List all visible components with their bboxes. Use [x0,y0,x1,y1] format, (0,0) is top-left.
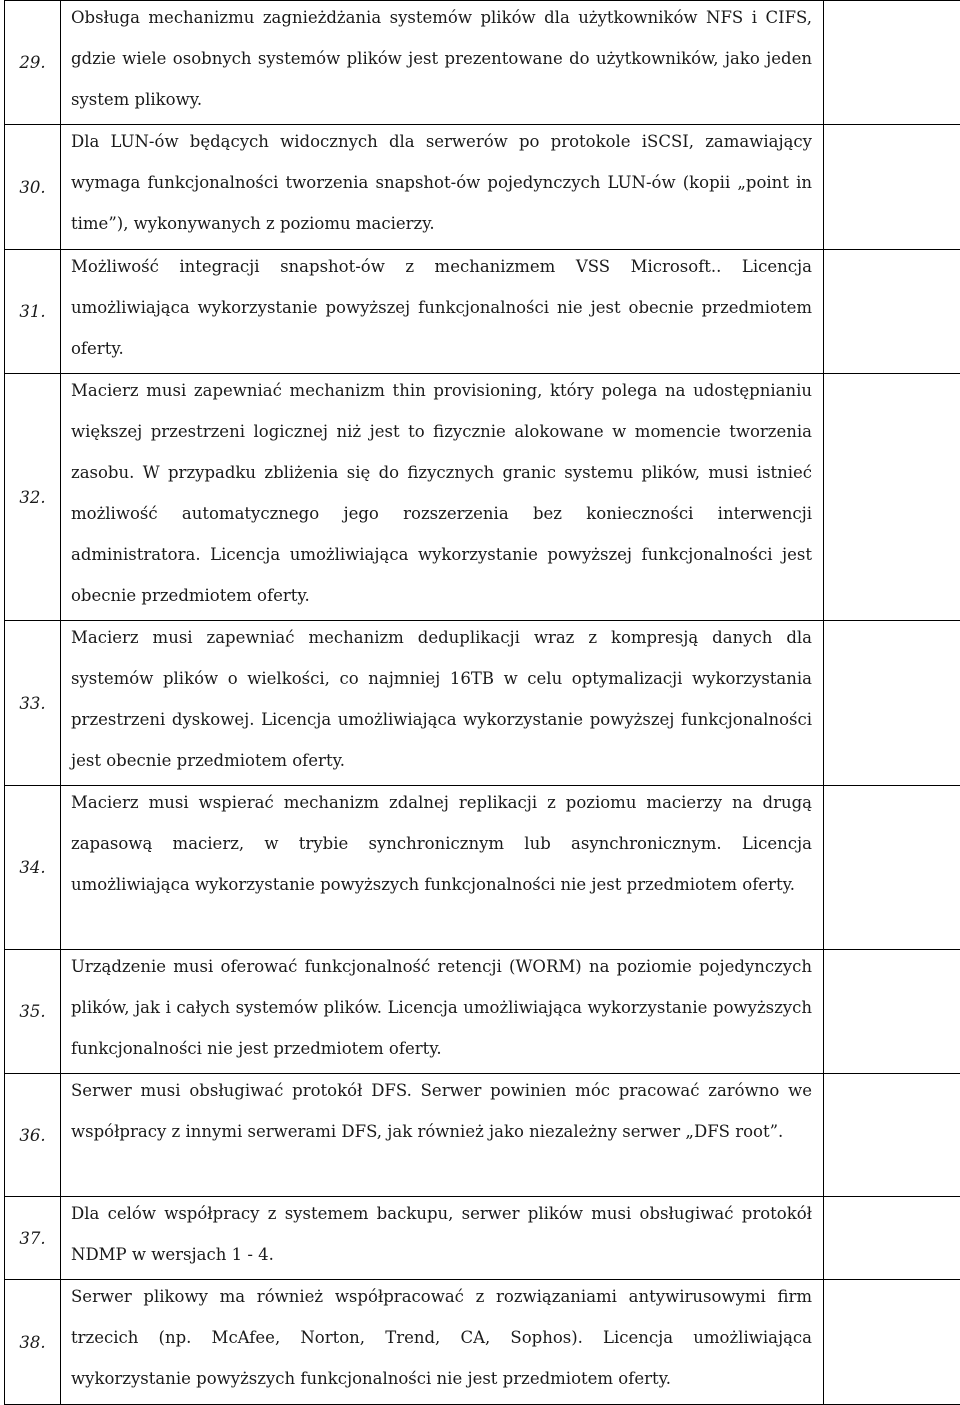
requirement-text-content: Dla LUN-ów będących widocznych dla serwerów po protokole iSCSI, zamawiający wymaga funkcjonalności tworzenia snapshot-ów pojedynczych LUN-ów (kopii „point in time”), wykonywanych z poziomu macierzy. [71,121,812,244]
row-number: 29. [5,1,61,125]
requirement-text-content: Macierz musi zapewniać mechanizm thin provisioning, który polega na udostępnianiu większej przestrzeni logicznej niż jest to fizycznie alokowane w momencie tworzenia zasobu. W przypadku zbliżenia się do fizycznych granic systemu plików, musi istnieć możliwość automatycznego jego rozszerzenia bez konieczności interwencji administratora. Licencja umożliwiająca wykorzystanie powyższej funkcjonalności jest obecnie przedmiotem oferty. [71,370,812,616]
row-number: 34. [5,786,61,950]
requirement-text-content: Macierz musi wspierać mechanizm zdalnej replikacji z poziomu macierzy na drugą zapasową macierz, w trybie synchronicznym lub asynchronicznym. Licencja umożliwiająca wykorzystanie powyższych funkcjonalności nie jest przedmiotem oferty. [71,782,812,905]
empty-cell [824,125,960,250]
requirement-text [61,1280,824,1405]
row-number: 31. [5,250,61,374]
table-row [5,374,960,621]
table-row [5,1280,960,1405]
row-number: 38. [5,1280,61,1405]
requirement-text [61,374,824,621]
empty-cell [824,1,960,125]
table-row [5,950,960,1074]
requirement-text-content: Dla celów współpracy z systemem backupu, serwer plików musi obsługiwać protokół NDMP w wersjach 1 - 4. [71,1193,812,1275]
requirement-text [61,125,824,250]
requirement-text [61,950,824,1074]
requirement-text-content: Możliwość integracji snapshot-ów z mechanizmem VSS Microsoft.. Licencja umożliwiająca wykorzystanie powyższej funkcjonalności nie jest obecnie przedmiotem oferty. [71,246,812,369]
requirement-text-content: Macierz musi zapewniać mechanizm deduplikacji wraz z kompresją danych dla systemów plików o wielkości, co najmniej 16TB w celu optymalizacji wykorzystania przestrzeni dyskowej. Licencja umożliwiająca wykorzystanie powyższej funkcjonalności jest obecnie przedmiotem oferty. [71,617,812,781]
empty-cell [824,374,960,621]
row-number: 32. [5,374,61,621]
empty-cell [824,621,960,786]
requirement-text [61,1074,824,1197]
row-number: 35. [5,950,61,1074]
requirement-text [61,250,824,374]
requirement-text-content: Obsługa mechanizmu zagnieżdżania systemów plików dla użytkowników NFS i CIFS, gdzie wiele osobnych systemów plików jest prezentowane do użytkowników, jako jeden system plikowy. [71,0,812,120]
empty-cell [824,1074,960,1197]
row-number: 30. [5,125,61,250]
row-number: 36. [5,1074,61,1197]
requirement-text-content: Urządzenie musi oferować funkcjonalność retencji (WORM) na poziomie pojedynczych plików, jak i całych systemów plików. Licencja umożliwiająca wykorzystanie powyższych funkcjonalności nie jest przedmiotem oferty. [71,946,812,1069]
empty-cell [824,786,960,950]
requirement-text-content: Serwer musi obsługiwać protokół DFS. Serwer powinien móc pracować zarówno we współpracy z innymi serwerami DFS, jak również jako niezależny serwer „DFS root”. [71,1070,812,1152]
empty-cell [824,250,960,374]
row-number: 37. [5,1197,61,1280]
table-row [5,1,960,125]
requirement-text [61,1197,824,1280]
table-row [5,125,960,250]
requirements-table [4,0,960,1405]
table-row [5,1074,960,1197]
empty-cell [824,1280,960,1405]
requirement-text [61,786,824,950]
requirement-text-content: Serwer plikowy ma również współpracować z rozwiązaniami antywirusowymi firm trzecich (np. McAfee, Norton, Trend, CA, Sophos). Licencja umożliwiająca wykorzystanie powyższych funkcjonalności nie jest przedmiotem oferty. [71,1276,812,1399]
table-row [5,621,960,786]
empty-cell [824,950,960,1074]
requirement-text [61,1,824,125]
empty-cell [824,1197,960,1280]
row-number: 33. [5,621,61,786]
table-row [5,1197,960,1280]
requirement-text [61,621,824,786]
table-row [5,786,960,950]
table-row [5,250,960,374]
